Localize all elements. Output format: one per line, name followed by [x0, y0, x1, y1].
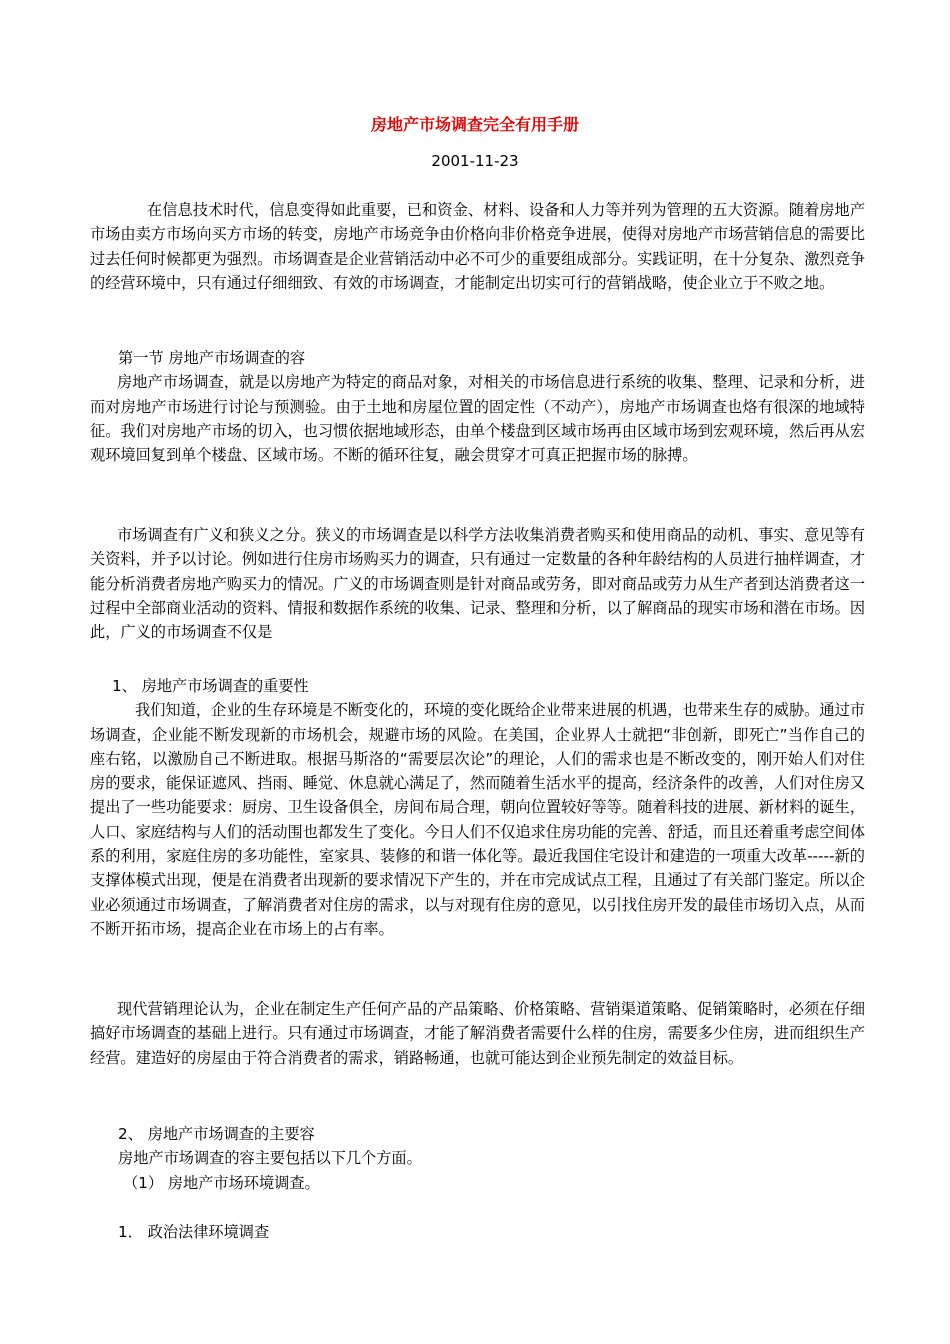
item-two-intro: 房地产市场调查的容主要包括以下几个方面。: [118, 1149, 422, 1168]
sub-item-political-legal: 1． 政治法律环境调查: [118, 1223, 270, 1241]
section-one-part-2: [90, 523, 865, 644]
item-one-heading: 1、 房地产市场调查的重要性: [112, 677, 309, 695]
section-one-paragraph-2: 市场调查有广义和狭义之分。狭义的市场调查是以科学方法收集消费者购买和使用商品的动机、事实、意见等有关资料，并予以讨论。例如进行住房市场购买力的调查，只有通过一定数量的各种年龄结构的人员进行抽样调查，才能分析消费者房地产购买力的情况。广义的市场调查则是针对商品或劳务，即对商品或劳力从生产者到达消费者这一过程中全部商业活动的资料、情报和数据作系统的收集、记录、整理和分析，以了解商品的现实市场和潜在市场。因此，广义的市场调查不仅是: [90, 526, 865, 642]
document-date: 2001-11-23: [431, 152, 519, 170]
sub-section-politics: [90, 1220, 865, 1244]
section-one-paragraph-1: 房地产市场调查，就是以房地产为特定的商品对象，对相关的市场信息进行系统的收集、整理、记录和分析，进而对房地产市场进行讨论与预测验。由于土地和房屋位置的固定性（不动产），房地产市场调查也烙有很深的地域特征。我们对房地产市场的切入，也习惯依据地域形态，由单个楼盘到区域市场再由区域市场到宏观环境，然后再从宏观环境回复到单个楼盘、区域市场。不断的循环往复，融会贯穿才可真正把握市场的脉搏。: [90, 373, 865, 465]
sub-item-market-environment: （1） 房地产市场环境调查。: [123, 1173, 320, 1192]
document-title: 房地产市场调查完全有用手册: [370, 115, 579, 134]
item-one-paragraph-2: 现代营销理论认为，企业在制定生产任何产品的产品策略、价格策略、营销渠道策略、促销策略时，必须在仔细搞好市场调查的基础上进行。只有通过市场调查，才能了解消费者需要什么样的住房，需要多少住房，进而组织生产经营。建造好的房屋由于符合消费者的需求，销路畅通，也就可能达到企业预先制定的效益目标。: [90, 1000, 865, 1067]
section-one-heading: 第一节 房地产市场调查的容: [118, 349, 306, 367]
intro-paragraph: 在信息技术时代，信息变得如此重要，已和资金、材料、设备和人力等并列为管理的五大资源。随着房地产市场由卖方市场向买方市场的转变，房地产市场竞争由价格向非价格竞争进展，使得对房地产市场营销信息的需要比过去任何时候都更为强烈。市场调查是企业营销活动中必不可少的重要组成部分。实践证明，在十分复杂、激烈竞争的经营环境中，只有通过仔细细致、有效的市场调查，才能制定出切实可行的营销战略，使企业立于不败之地。: [90, 201, 865, 292]
section-one: [90, 346, 865, 467]
item-two-heading: 2、 房地产市场调查的主要容: [118, 1125, 315, 1143]
item-two: [90, 1122, 865, 1195]
intro-section: [90, 198, 865, 295]
item-one-paragraph-1: 我们知道，企业的生存环境是不断变化的，环境的变化既给企业带来进展的机遇，也带来生存的威胁。通过市场调查，企业能不断发现新的市场机会，规避市场的风险。在美国，企业界人士就把“非创新，即死亡”当作自己的座右铭，以激励自己不断进取。根据马斯洛的“需要层次论”的理论，人们的需求也是不断改变的，刚开始人们对住房的要求，能保证遮风、挡雨、睡觉、休息就心满足了，然而随着生活水平的提高，经济条件的改善，人们对住房又提出了一些功能要求：厨房、卫生设备俱全，房间布局合理，朝向位置较好等等。随着科技的进展、新材料的诞生，人口、家庭结构与人们的活动围也都发生了变化。今日人们不仅追求住房功能的完善、舒适，而且还着重考虑空间体系的利用，家庭住房的多功能性，室家具、装修的和谐一体化等。最近我国住宅设计和建造的一项重大改革-----新的支撑体模式出现，便是在消费者出现新的要求情况下产生的，并在市完成试点工程，且通过了有关部门鉴定。所以企业必须通过市场调查，了解消费者对住房的需求，以与对现有住房的意见，以引找住房开发的最佳市场切入点，从而不断开拓市场，提高企业在市场上的占有率。: [90, 701, 865, 938]
item-one-part-2: [90, 997, 865, 1070]
item-one: [90, 674, 865, 941]
